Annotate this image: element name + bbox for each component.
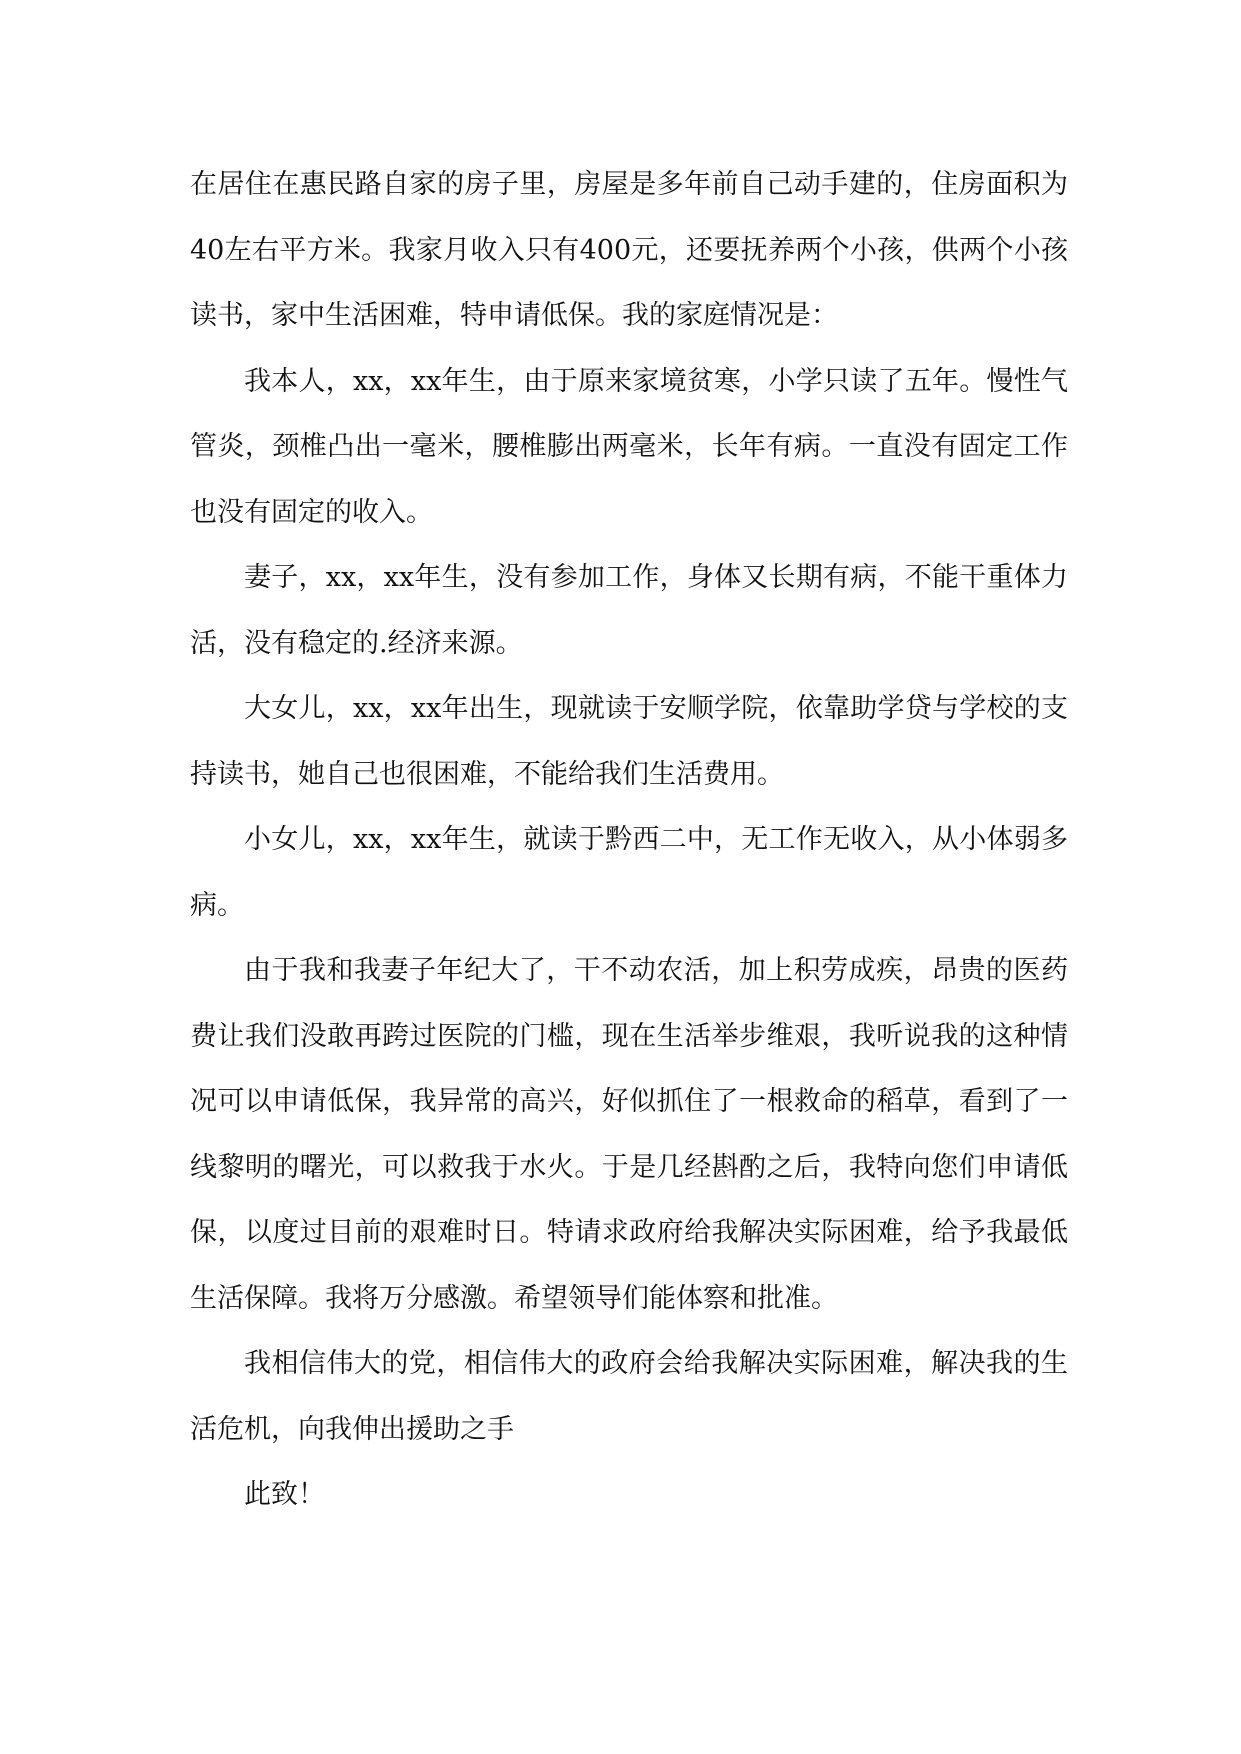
closing-salutation: 此致！	[244, 1479, 325, 1510]
paragraph-housing-income: 在居住在惠民路自家的房子里，房屋是多年前自己动手建的，住房面积为40左右平方米。我家月收入只有400元，还要抚养两个小孩，供两个小孩读书，家中生活困难，特申请低保。我的家庭情况是：	[190, 169, 1068, 331]
paragraph-younger-daughter: 小女儿，xx，xx年生，就读于黔西二中，无工作无收入，从小体弱多病。	[190, 824, 1068, 921]
paragraph-wife: 妻子，xx，xx年生，没有参加工作，身体又长期有病，不能干重体力活，没有稳定的.经济来源。	[190, 562, 1068, 659]
document-body	[190, 152, 1068, 1528]
paragraph-trust: 我相信伟大的党，相信伟大的政府会给我解决实际困难，解决我的生活危机，向我伸出援助之手	[190, 1348, 1068, 1445]
paragraph-request: 由于我和我妻子年纪大了，干不动农活，加上积劳成疾，昂贵的医药费让我们没敢再跨过医院的门槛，现在生活举步维艰，我听说我的这种情况可以申请低保，我异常的高兴，好似抓住了一根救命的稻草，看到了一线黎明的曙光，可以救我于水火。于是几经斟酌之后，我特向您们申请低保，以度过目前的艰难时日。特请求政府给我解决实际困难，给予我最低生活保障。我将万分感激。希望领导们能体察和批准。	[190, 955, 1068, 1314]
paragraph-elder-daughter: 大女儿，xx，xx年出生，现就读于安顺学院，依靠助学贷与学校的支持读书，她自己也很困难，不能给我们生活费用。	[190, 693, 1068, 790]
paragraph-self: 我本人，xx，xx年生，由于原来家境贫寒，小学只读了五年。慢性气管炎，颈椎凸出一毫米，腰椎膨出两毫米，长年有病。一直没有固定工作也没有固定的收入。	[190, 365, 1068, 528]
